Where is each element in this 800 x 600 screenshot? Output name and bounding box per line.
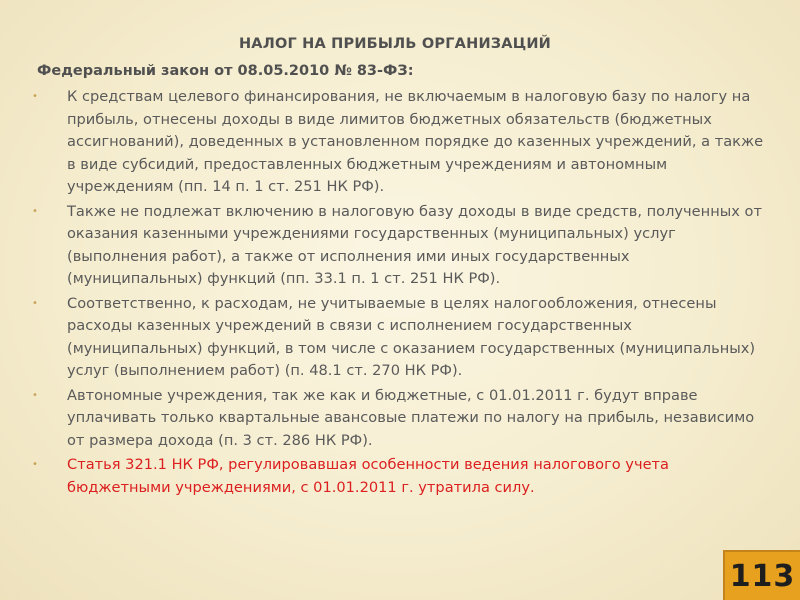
slide-title: НАЛОГ НА ПРИБЫЛЬ ОРГАНИЗАЦИЙ xyxy=(238,36,552,52)
bullet-text: Также не подлежат включению в налоговую базу доходы в виде средств, полученных от оказания казенными учреждениями государственных (муниципальных) услуг (выполнения работ), а также от исполнения ими иных государственных (муниципальных) функций (пп. 33.1 п. 1 ст. 251 НК РФ). xyxy=(67,202,762,287)
bullet-item-3 xyxy=(27,293,767,383)
bullet-item-1 xyxy=(27,86,767,199)
slide-subtitle: Федеральный закон от 08.05.2010 № 83-ФЗ: xyxy=(37,63,414,79)
bullet-dot-icon: • xyxy=(32,91,38,102)
bullet-dot-icon: • xyxy=(32,297,38,309)
bullet-dot-icon: • xyxy=(32,205,38,217)
bullet-dot-icon: • xyxy=(32,459,38,470)
bullet-text: К средствам целевого финансирования, не включаемым в налоговую базу по налогу на прибыль, отнесены доходы в виде лимитов бюджетных обязательств (бюджетных ассигнований), доведенных в установленном порядке до казенных учреждений, а также в виде субсидий, предоставленных бюджетным учреждениям и автономным учреждениям (пп. 14 п. 1 ст. 251 НК РФ). xyxy=(67,88,764,195)
bullet-text: Статья 321.1 НК РФ, регулировавшая особенности ведения налогового учета бюджетными учреждениями, с 01.01.2011 г. утратила силу. xyxy=(67,456,669,496)
bullet-item-4 xyxy=(27,385,767,453)
bullet-dot-icon: • xyxy=(32,389,38,401)
bullet-text: Автономные учреждения, так же как и бюджетные, с 01.01.2011 г. будут вправе уплачивать только квартальные авансовые платежи по налогу на прибыль, независимо от размера дохода (п. 3 ст. 286 НК РФ). xyxy=(67,386,755,449)
page-number: 113 xyxy=(729,558,796,594)
page-number-badge xyxy=(723,550,800,600)
bullet-item-5 xyxy=(27,454,767,499)
bullet-list xyxy=(27,86,767,501)
bullet-item-2 xyxy=(27,201,767,291)
bullet-text: Соответственно, к расходам, не учитываемые в целях налогообложения, отнесены расходы казенных учреждений в связи с исполнением государственных (муниципальных) функций, в том числе с оказанием государственных (муниципальных) услуг (выполнением работ) (п. 48.1 ст. 270 НК РФ). xyxy=(67,294,756,379)
